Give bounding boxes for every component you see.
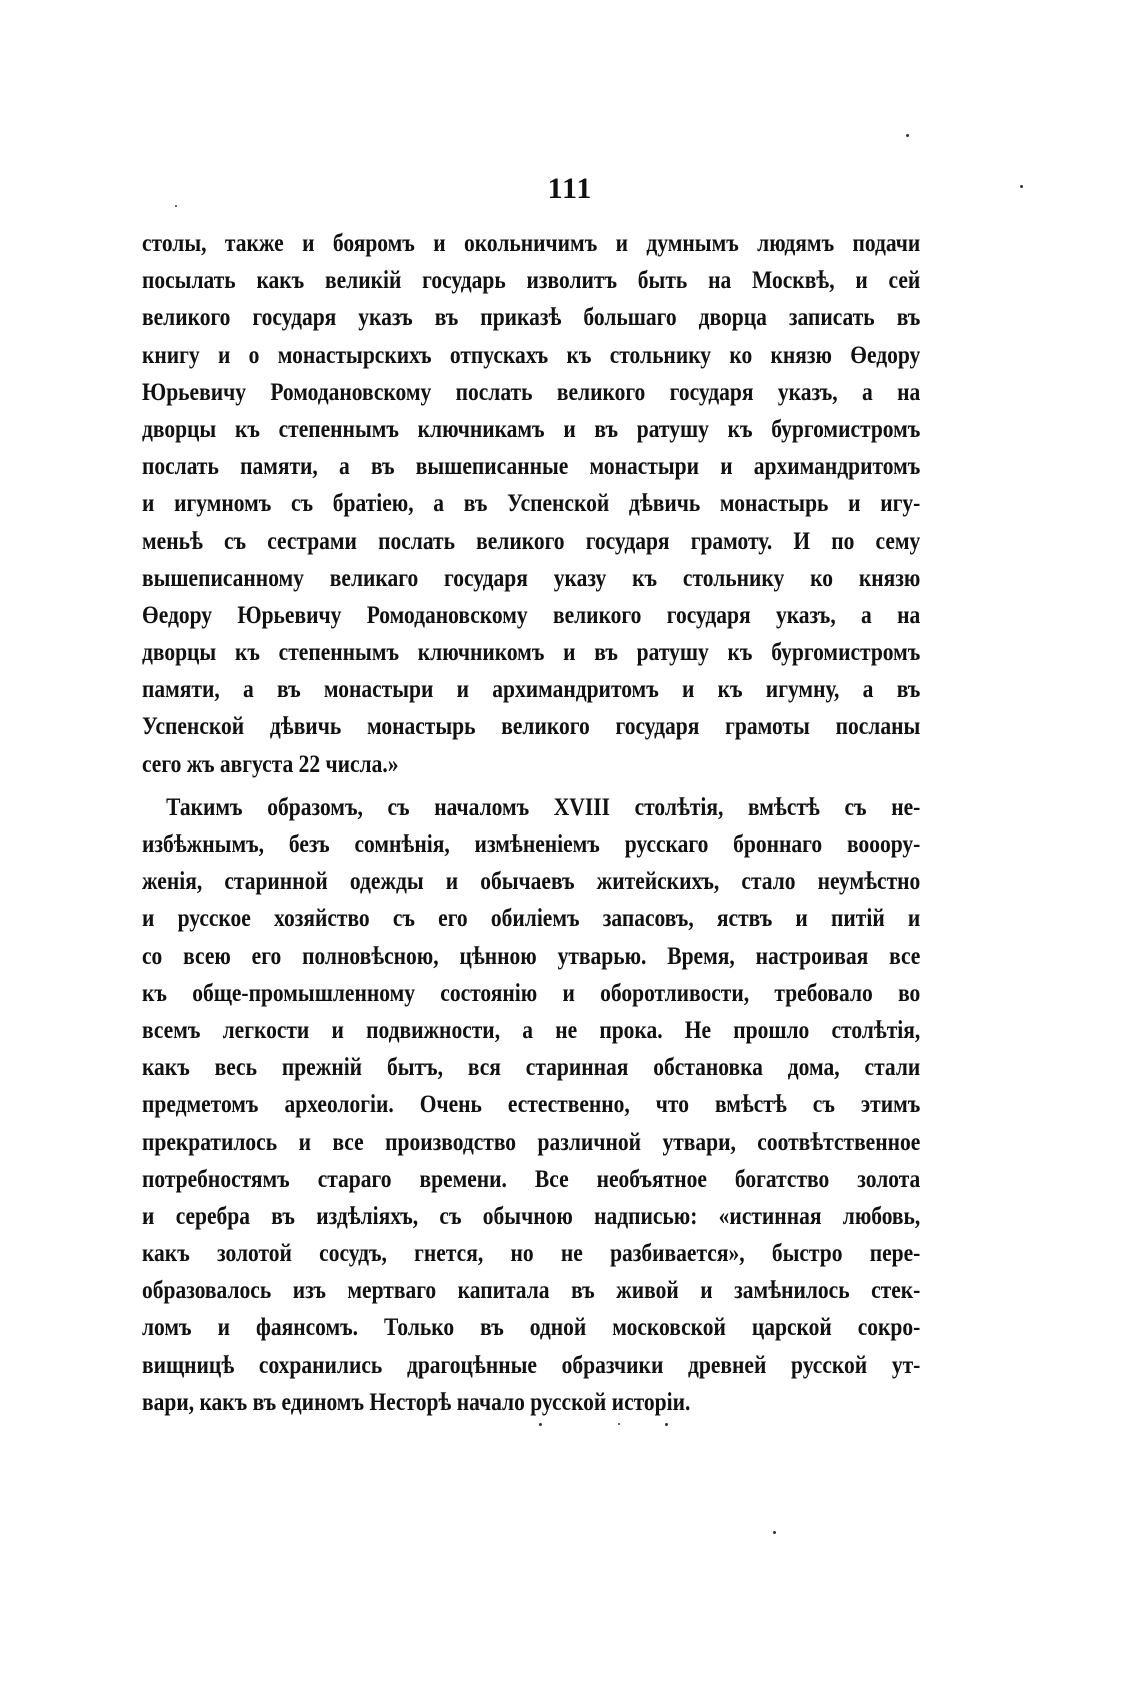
- text-line: памяти, а въ монастыри и архимандритомъ и къ игумну, а въ: [142, 676, 921, 704]
- paragraph-2: [142, 789, 920, 1421]
- text-line: вари, какъ въ единомъ Несторѣ начало русской исторіи.: [142, 1388, 691, 1416]
- text-line: образовалось изъ мертваго капитала въ живой и замѣнилось стек-: [142, 1277, 921, 1305]
- text-line: прекратилось и все производство различной утвари, соотвѣтственное: [142, 1128, 921, 1156]
- paragraph-1: [142, 225, 920, 783]
- text-line: Такимъ образомъ, съ началомъ XVIII столѣтія, вмѣстѣ съ не-: [166, 793, 921, 821]
- text-line: и русское хозяйство съ его обиліемъ запасовъ, яствъ и питій и: [142, 905, 921, 933]
- text-line: къ обще-промышленному состоянію и оборотливости, требовало во: [142, 979, 921, 1007]
- text-line: Успенской дѣвичь монастырь великого государя грамоты посланы: [142, 713, 921, 741]
- scan-speck: [906, 134, 909, 137]
- text-line: всемъ легкости и подвижности, а не прока. Не прошло столѣтія,: [142, 1016, 921, 1044]
- text-line: меньѣ съ сестрами послать великого государя грамоту. И по сему: [142, 527, 921, 555]
- text-line: послать памяти, а въ вышеписанные монастыри и архимандритомъ: [142, 453, 921, 481]
- text-line: великого государя указъ въ приказѣ большаго дворца записать въ: [142, 304, 921, 332]
- scan-speck: [1020, 185, 1023, 188]
- text-line: Өедору Юрьевичу Ромодановскому великого государя указъ, а на: [142, 601, 921, 629]
- text-line: книгу и о монастырскихъ отпускахъ къ стольнику ко князю Өедору: [142, 341, 921, 369]
- text-line: сего жъ августа 22 числа.»: [142, 750, 399, 778]
- text-line: дворцы къ степеннымъ ключникамъ и въ ратушу къ бургомистромъ: [142, 415, 921, 443]
- scan-speck: [618, 1423, 620, 1425]
- text-line: какъ золотой сосудъ, гнется, но не разбивается», быстро пере-: [142, 1240, 921, 1268]
- text-line: со всею его полновѣсною, цѣнною утварью. Время, настроивая все: [142, 942, 921, 970]
- text-line: вищницѣ сохранились драгоцѣнные образчики древней русской ут-: [142, 1351, 921, 1379]
- scan-speck: [665, 1423, 668, 1426]
- text-line: женія, старинной одежды и обычаевъ житейскихъ, стало неумѣстно: [142, 868, 921, 896]
- scan-speck: [539, 1423, 542, 1426]
- body-text: [142, 225, 920, 1421]
- text-line: Юрьевичу Ромодановскому послать великого государя указъ, а на: [142, 378, 921, 406]
- text-line: дворцы къ степеннымъ ключникомъ и въ ратушу къ бургомистромъ: [142, 639, 921, 667]
- text-line: столы, также и бояромъ и окольничимъ и думнымъ людямъ подачи: [142, 230, 921, 257]
- text-line: потребностямъ стараго времени. Все необъятное богатство золота: [142, 1165, 921, 1193]
- page-number: 111: [547, 172, 593, 205]
- text-line: избѣжнымъ, безъ сомнѣнія, измѣненіемъ русскаго броннаго вооору-: [142, 831, 921, 858]
- text-line: предметомъ археологіи. Очень естественно, что вмѣстѣ съ этимъ: [142, 1091, 921, 1119]
- text-line: и игумномъ съ братіею, а въ Успенской дѣвичь монастырь и игу-: [142, 490, 921, 518]
- scan-speck: [773, 1531, 776, 1534]
- text-line: посылать какъ великій государь изволитъ быть на Москвѣ, и сей: [142, 267, 921, 295]
- text-line: ломъ и фаянсомъ. Только въ одной московской царской сокро-: [142, 1314, 921, 1342]
- scan-speck: [175, 205, 177, 207]
- text-line: вышеписанному великаго государя указу къ стольнику ко князю: [142, 564, 921, 592]
- text-line: и серебра въ издѣліяхъ, съ обычною надписью: «истинная любовь,: [142, 1202, 921, 1230]
- text-line: какъ весь прежній бытъ, вся старинная обстановка дома, стали: [142, 1054, 921, 1082]
